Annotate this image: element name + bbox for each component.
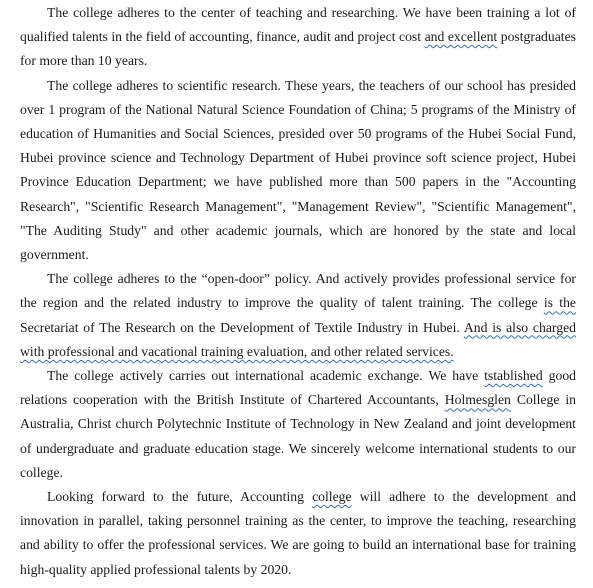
text-run: The college adheres to scientific research. These years, the teachers of our school has presided over 1 program of the National Natural Science Foundation of China; 5 programs of the Ministry of education of Humanities and Social Sciences, presided over 50 programs of the Hubei Social Fund, Hubei province science and Technology Department of Hubei province soft science project, Hubei Province Education Department; we have published more than 500 papers in the "Accounting Research", "Scientific Research Management", "Management Review", "Scientific Management", "The Auditing Study" and other academic journals, which are honored by the state and local government. (20, 77, 576, 263)
spellcheck-flagged-text: tstablished (484, 368, 543, 384)
spellcheck-flagged-text: is the (543, 295, 576, 311)
document-body (20, 1, 576, 582)
text-run: postgraduates for more than 10 years. (20, 29, 576, 69)
paragraph-international (20, 364, 576, 485)
spellcheck-flagged-text: and excellent (424, 29, 498, 45)
text-run: Looking forward to the future, Accounting (47, 489, 313, 505)
text-run: The college actively carries out international academic exchange. We have (47, 368, 485, 384)
text-run: The college adheres to the “open-door” policy. And actively provides professional service for the region and the related industry to improve the quality of talent training. The college (20, 271, 576, 311)
paragraph-research (20, 74, 576, 268)
paragraph-open-door (20, 267, 576, 364)
paragraph-future (20, 485, 576, 582)
text-run: will adhere to the development and innovation in parallel, taking personnel training as the center, to improve the teaching, researching and ability to offer the professional services. We are going to build an international base for training high-quality applied professional talents by 2020. (20, 489, 576, 577)
text-run: The college adheres to the center of teaching and researching. We have been training a lot of qualified talents in the field of accounting, finance, audit and project cost (20, 5, 576, 45)
spellcheck-flagged-text: college (312, 489, 352, 505)
spellcheck-flagged-text: And is also charged with professional and vacational training evaluation, and other related services. (20, 319, 576, 359)
text-run: College in Australia, Christ church Polytechnic Institute of Technology in New Zealand and joint development of undergraduate and graduate education stage. We sincerely welcome international students to our college. (20, 392, 576, 480)
spellcheck-flagged-text: Holmesglen (444, 392, 511, 408)
text-run: good relations cooperation with the British Institute of Chartered Accountants, (20, 368, 577, 408)
text-run: Secretariat of The Research on the Development of Textile Industry in Hubei. (20, 319, 464, 335)
paragraph-teaching (20, 1, 576, 74)
